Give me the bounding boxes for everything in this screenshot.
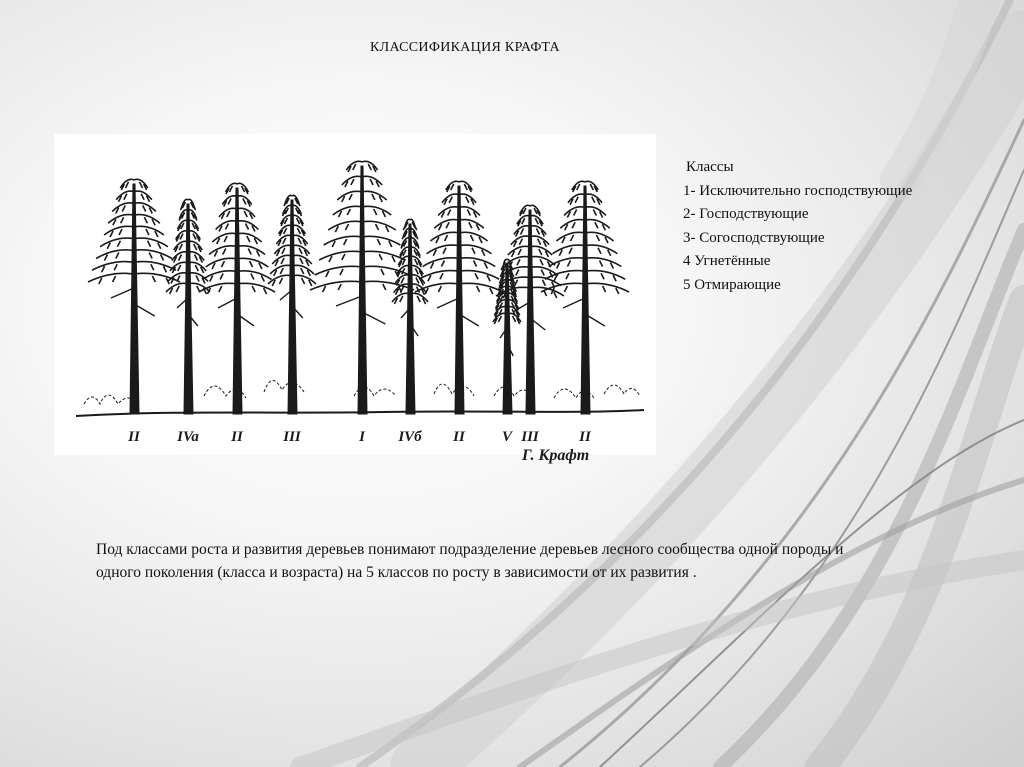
tree-class-label: I <box>359 429 365 445</box>
class-item-3: 3- Согосподствующие <box>683 229 825 246</box>
tree-class-label: III <box>283 429 301 445</box>
tree-class-label: II <box>453 429 465 445</box>
kraft-trees-illustration <box>54 134 656 464</box>
classes-heading: Классы <box>686 159 734 175</box>
tree <box>88 179 180 414</box>
tree-class-label: IVб <box>398 429 422 445</box>
tree <box>166 199 210 414</box>
tree-class-label: II <box>579 429 591 445</box>
tree <box>392 219 428 414</box>
illustration-caption: Г. Крафт <box>522 447 590 464</box>
tree-class-label: III <box>521 429 539 445</box>
tree <box>199 183 275 414</box>
class-item-4: 4 Угнетённые <box>683 253 771 269</box>
classes-list <box>683 156 913 297</box>
class-item-1: 1- Исключительно господствующие <box>683 182 913 199</box>
tree <box>541 181 629 414</box>
tree-class-label: V <box>501 429 513 445</box>
slide-title: КЛАССИФИКАЦИЯ КРАФТА <box>370 40 560 55</box>
tree-class-label: II <box>128 429 140 445</box>
tree <box>415 181 503 414</box>
class-item-2: 2- Господствующие <box>683 206 809 222</box>
description-paragraph: Под классами роста и развития деревьев понимают подразделение деревьев лесного сообщества одной породы и одного поколения (класса и возраста) на 5 классов по росту в зависимости от их развития . <box>96 541 844 581</box>
class-item-5: 5 Отмирающие <box>683 276 781 293</box>
tree-class-label: II <box>231 429 243 445</box>
tree-class-label: IVa <box>177 429 199 445</box>
